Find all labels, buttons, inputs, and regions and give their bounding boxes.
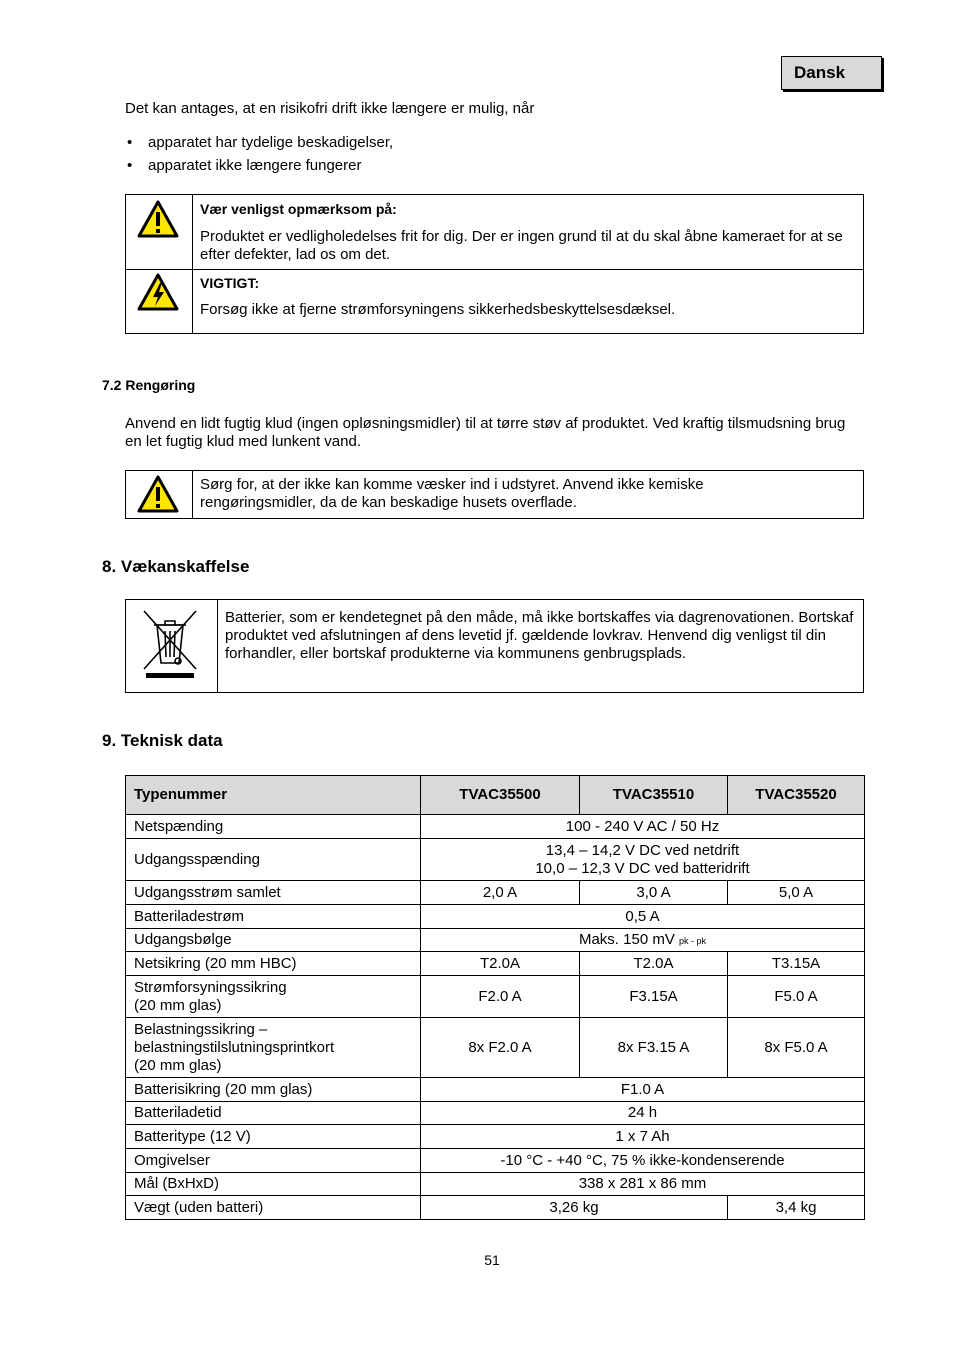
cell: T2.0A: [580, 952, 728, 976]
cell: 1 x 7 Ah: [421, 1125, 865, 1149]
table-row: [126, 1173, 865, 1196]
cell: [421, 929, 865, 952]
cell: F5.0 A: [728, 976, 865, 1018]
icon-cell: [126, 269, 193, 333]
row-label: [126, 1018, 421, 1078]
cell-value: Maks. 150 mV: [578, 930, 675, 948]
table-row: [126, 905, 865, 929]
electric-hazard-icon: [137, 273, 179, 311]
list-item: • apparatet har tydelige beskadigelser,: [125, 134, 393, 157]
row-label: Batteritype (12 V): [126, 1125, 421, 1149]
table-header-row: [126, 776, 865, 815]
row-label: Batteriladestrøm: [126, 905, 421, 929]
row-label: Mål (BxHxD): [126, 1173, 421, 1196]
table-row: [126, 815, 865, 839]
section-heading-disposal: 8. Vækanskaffelse: [102, 557, 250, 576]
cleaning-text: Anvend en lidt fugtig klud (ingen opløsningsmidler) til at tørre støv af produktet. Ved kraftig tilsmudsning brug en let fugtig klud med lunkent vand.: [125, 415, 846, 450]
row-label: Batteriladetid: [126, 1102, 421, 1125]
warning-text: Sørg for, at der ikke kan komme væsker ind i udstyret. Anvend ikke kemiske rengøringsmidler, da de kan beskadige husets overflade.: [200, 476, 704, 511]
table-header: TVAC35520: [728, 776, 865, 815]
row-label: Omgivelser: [126, 1149, 421, 1173]
section-heading-tech: 9. Teknisk data: [102, 731, 223, 750]
row-label: Udgangsbølge: [126, 929, 421, 952]
list-item: • apparatet ikke længere fungerer: [125, 157, 393, 180]
cell: 24 h: [421, 1102, 865, 1125]
table-row: [126, 1125, 865, 1149]
table-header: TVAC35510: [580, 776, 728, 815]
icon-cell: [126, 600, 218, 692]
spec-table: [125, 775, 865, 1220]
notice-title: Vær venligst opmærksom på:: [200, 201, 397, 217]
section-heading-cleaning: 7.2 Rengøring: [102, 377, 196, 393]
cell: 3,4 kg: [728, 1196, 865, 1220]
cell-line: 10,0 – 12,3 V DC ved batteridrift: [535, 859, 750, 877]
row-label: Udgangsspænding: [126, 839, 421, 881]
table-row: [126, 1149, 865, 1173]
cell: 8x F2.0 A: [421, 1018, 580, 1078]
notice-text: Produktet er vedligholedelses frit for dig. Der er ingen grund til at du skal åbne kameraet for at se efter defekter, lad os om det.: [200, 228, 843, 263]
disposal-box: [125, 599, 864, 693]
row-label: Netsikring (20 mm HBC): [126, 952, 421, 976]
icon-cell: [126, 195, 193, 270]
table-row: [126, 881, 865, 905]
row-label: Batterisikring (20 mm glas): [126, 1078, 421, 1102]
warning-triangle-icon: [137, 200, 179, 238]
table-row: [126, 1078, 865, 1102]
cell-subscript: pk - pk: [679, 935, 707, 946]
table-header: Typenummer: [126, 776, 421, 815]
cell: 3,26 kg: [421, 1196, 728, 1220]
table-row: [126, 1196, 865, 1220]
warning-triangle-icon: [137, 475, 179, 513]
disposal-text-cell: [217, 600, 863, 692]
disposal-text: Batterier, som er kendetegnet på den måde, må ikke bortskaffes via dagrenovationen. Bortskaf produktet ved afslutningen af dens levetid jf. gældende lovkrav. Henvend dig venligst til din forhandler, eller bortskaf produkterne via kommunens genbrugsplads.: [225, 609, 854, 662]
bullet-list: [125, 134, 393, 180]
row-label-line: (20 mm glas): [134, 1056, 222, 1074]
row-label: Netspænding: [126, 815, 421, 839]
notice-title: VIGTIGT:: [200, 275, 260, 291]
table-row: [126, 952, 865, 976]
icon-cell: [126, 471, 193, 518]
row-label-line: Strømforsyningssikring: [134, 978, 287, 996]
table-row: [126, 929, 865, 952]
cell: 3,0 A: [580, 881, 728, 905]
notice-row-1: [192, 195, 863, 270]
cell: 100 - 240 V AC / 50 Hz: [421, 815, 865, 839]
row-label: Vægt (uden batteri): [126, 1196, 421, 1220]
cell: F2.0 A: [421, 976, 580, 1018]
cell: 2,0 A: [421, 881, 580, 905]
table-row: [126, 1018, 865, 1078]
crossed-out-bin-icon: [140, 609, 200, 679]
language-tab: Dansk: [781, 56, 882, 90]
cell-line: 13,4 – 14,2 V DC ved netdrift: [545, 841, 740, 859]
notice-row-2: [192, 269, 863, 333]
notice-text: Forsøg ikke at fjerne strømforsyningens sikkerhedsbeskyttelsesdæksel.: [200, 301, 676, 318]
cell: T2.0A: [421, 952, 580, 976]
row-label: Udgangsstrøm samlet: [126, 881, 421, 905]
cell: -10 °C - +40 °C, 75 % ikke-kondenserende: [421, 1149, 865, 1173]
cleaning-warning-box: [125, 470, 864, 519]
notice-box: [125, 194, 864, 334]
table-row: [126, 1102, 865, 1125]
cell: 338 x 281 x 86 mm: [421, 1173, 865, 1196]
row-label-line: (20 mm glas): [134, 996, 222, 1014]
cell: T3.15A: [728, 952, 865, 976]
table-header: TVAC35500: [421, 776, 580, 815]
table-row: [126, 976, 865, 1018]
cell: F1.0 A: [421, 1078, 865, 1102]
cell: 0,5 A: [421, 905, 865, 929]
row-label: [126, 976, 421, 1018]
cell: 5,0 A: [728, 881, 865, 905]
cell: F3.15A: [580, 976, 728, 1018]
page-number: 51: [484, 1252, 500, 1268]
cell: 8x F5.0 A: [728, 1018, 865, 1078]
row-label-line: belastningstilslutningsprintkort: [134, 1038, 335, 1056]
warning-text-cell: [192, 471, 863, 518]
row-label-line: Belastningssikring –: [134, 1020, 268, 1038]
cell: [421, 839, 865, 881]
intro-text: Det kan antages, at en risikofri drift ikke længere er mulig, når: [125, 100, 535, 117]
cell: 8x F3.15 A: [580, 1018, 728, 1078]
table-row: [126, 839, 865, 881]
